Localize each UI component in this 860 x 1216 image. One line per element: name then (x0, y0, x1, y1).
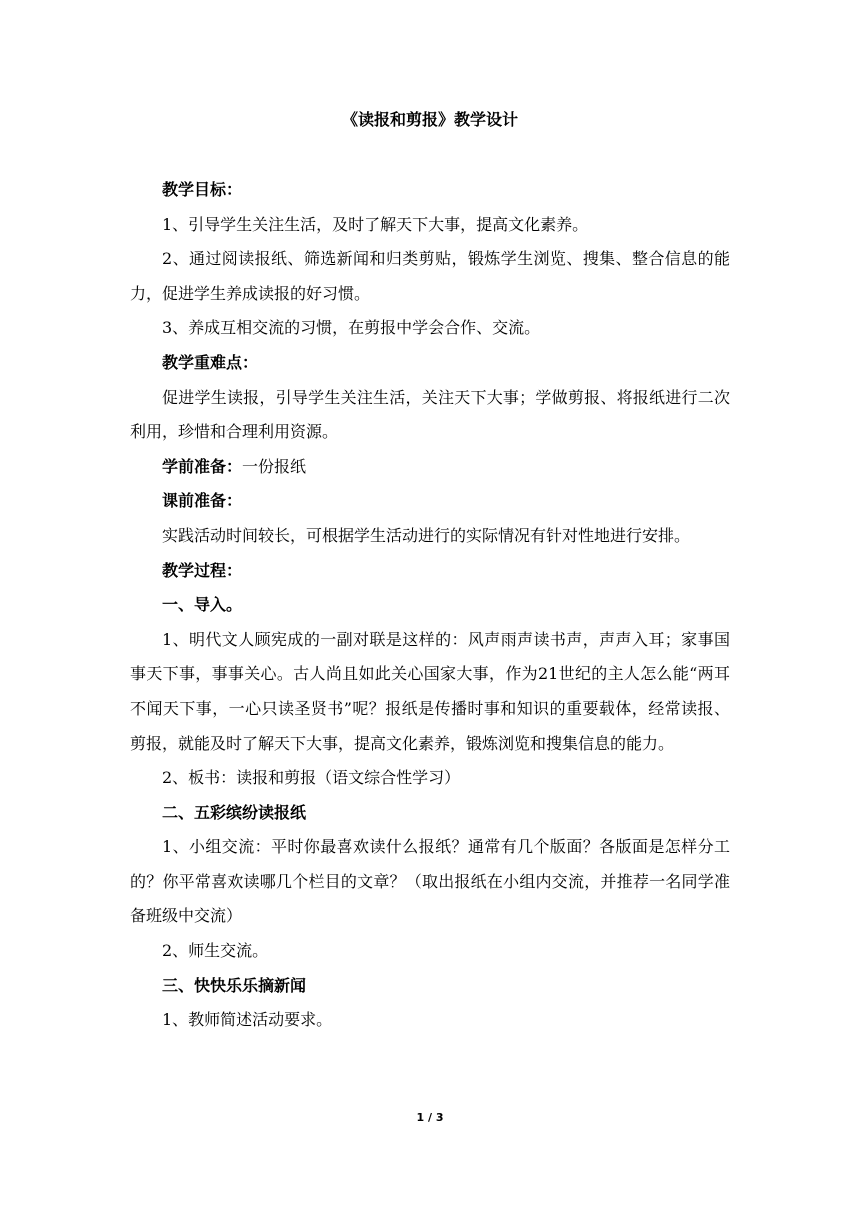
class-prep-heading: 课前准备： (162, 491, 243, 511)
document-title: 《读报和剪报》教学设计 (341, 110, 518, 129)
process-heading: 教学过程： (162, 560, 243, 580)
objective-2: 2、通过阅读报纸、筛选新闻和归类剪贴，锻炼学生浏览、搜集、整合信息的能力，促进学生养成读报的好习惯。 (130, 249, 730, 303)
objective-1: 1、引导学生关注生活，及时了解天下大事，提高文化素养。 (162, 214, 589, 234)
key-points-text: 促进学生读报，引导学生关注生活，关注天下大事；学做剪报、将报纸进行二次利用，珍惜和合理利用资源。 (130, 387, 730, 442)
page-number: 1 / 3 (416, 1111, 444, 1124)
section-3-item-1: 1、教师简述活动要求。 (162, 1010, 333, 1030)
student-prep-line (130, 450, 730, 485)
student-prep-text: 一份报纸 (242, 456, 307, 476)
section-1-heading: 一、导入。 (162, 595, 243, 615)
key-points-heading: 教学重难点： (162, 352, 259, 372)
document-body (130, 173, 730, 1038)
class-prep-text: 实践活动时间较长，可根据学生活动进行的实际情况有针对性地进行安排。 (162, 525, 691, 545)
student-prep-heading: 学前准备： (162, 456, 243, 476)
section-1-item-2: 2、板书：读报和剪报（语文综合性学习） (162, 768, 461, 788)
section-2-heading: 二、五彩缤纷读报纸 (162, 802, 307, 822)
objective-3: 3、养成互相交流的习惯，在剪报中学会合作、交流。 (162, 318, 541, 338)
section-2-item-2: 2、师生交流。 (162, 941, 269, 961)
section-2-item-1: 1、小组交流：平时你最喜欢读什么报纸？通常有几个版面？各版面是怎样分工的？你平常喜欢读哪几个栏目的文章？（取出报纸在小组内交流，并推荐一名同学准备班级中交流） (130, 837, 730, 926)
section-1-item-1: 1、明代文人顾宪成的一副对联是这样的：风声雨声读书声，声声入耳；家事国事天下事，事事关心。古人尚且如此关心国家大事，作为21世纪的主人怎么能“两耳不闻天下事，一心只读圣贤书”呢？报纸是传播时事和知识的重要载体，经常读报、剪报，就能及时了解天下大事，提高文化素养，锻炼浏览和搜集信息的能力。 (130, 629, 730, 753)
section-3-heading: 三、快快乐乐摘新闻 (162, 975, 307, 995)
objectives-heading: 教学目标： (162, 180, 243, 199)
